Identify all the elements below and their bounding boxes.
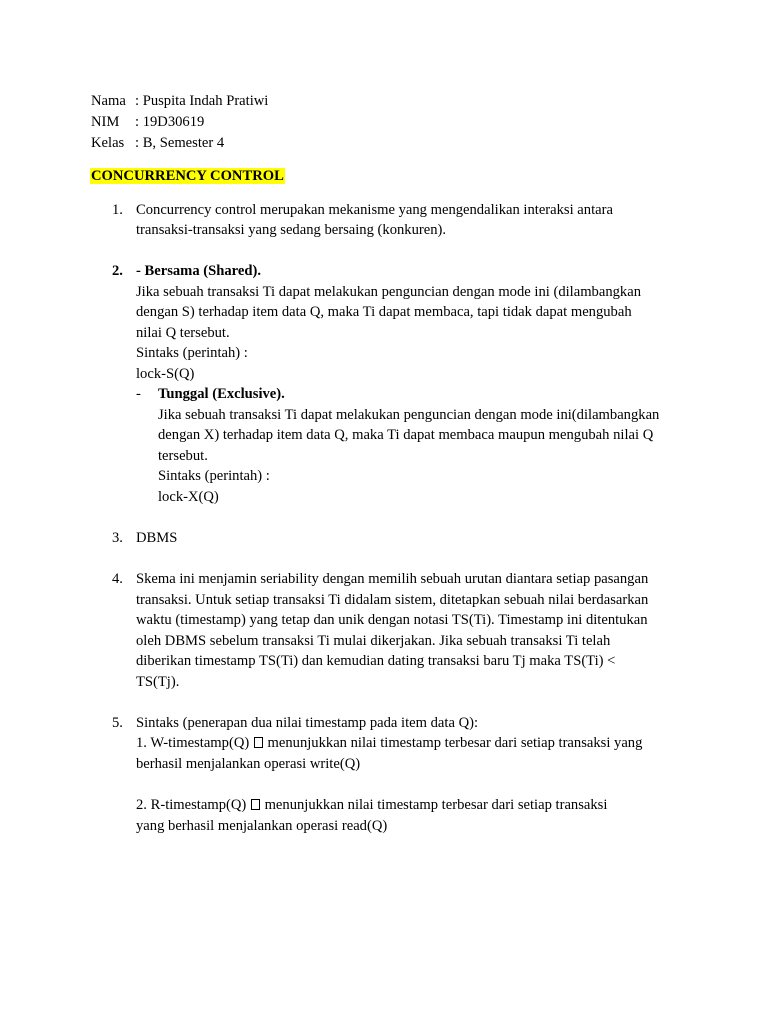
item-3-number: 3. (112, 530, 123, 546)
item-5-number: 5. (112, 715, 123, 731)
item-4-line-5: diberikan timestamp TS(Ti) dan kemudian dating transaksi baru Tj maka TS(Ti) < (136, 653, 616, 669)
w-timestamp-desc: menunjukkan nilai timestamp terbesar dari setiap transaksi yang (267, 735, 643, 751)
exclusive-line-4: Sintaks (perintah) : (158, 468, 270, 484)
item-4-number: 4. (112, 571, 123, 587)
exclusive-line-1: Jika sebuah transaksi Ti dapat melakukan penguncian dengan mode ini(dilambangkan (158, 407, 660, 423)
w-timestamp-label: 1. W-timestamp(Q) (136, 735, 250, 751)
document-title (90, 166, 285, 186)
item-2-number: 2. (112, 263, 123, 279)
shared-line-5: lock-S(Q) (136, 366, 195, 382)
shared-line-2: dengan S) terhadap item data Q, maka Ti dapat membaca, tapi tidak dapat mengubah (136, 304, 632, 320)
nama-row (91, 91, 268, 111)
shared-line-4: Sintaks (perintah) : (136, 345, 248, 361)
kelas-label: Kelas (91, 135, 125, 151)
title-text: CONCURRENCY CONTROL (91, 168, 284, 184)
missing-glyph-box-icon (251, 799, 260, 810)
item-5-intro: Sintaks (penerapan dua nilai timestamp pada item data Q): (136, 715, 479, 731)
w-timestamp-line (136, 733, 642, 753)
exclusive-line-3: tersebut. (158, 448, 208, 464)
item-4-line-2: transaksi. Untuk setiap transaksi Ti didalam sistem, ditetapkan sebuah nilai berdasarkan (136, 592, 649, 608)
item-1-line-1: Concurrency control merupakan mekanisme yang mengendalikan interaksi antara (136, 202, 613, 218)
item-4-line-4: oleh DBMS sebelum transaksi Ti mulai dikerjakan. Jika sebuah transaksi Ti telah (136, 633, 611, 649)
item-4-line-1: Skema ini menjamin seriability dengan memilih sebuah urutan diantara setiap pasangan (136, 571, 649, 587)
nama-value: : Puspita Indah Pratiwi (135, 93, 269, 109)
kelas-row (91, 133, 224, 153)
exclusive-line-5: lock-X(Q) (158, 489, 219, 505)
item-1-line-2: transaksi-transaksi yang sedang bersaing (konkuren). (136, 222, 447, 238)
nim-label: NIM (91, 114, 120, 130)
shared-line-3: nilai Q tersebut. (136, 325, 230, 341)
item-4-line-6: TS(Tj). (136, 674, 180, 690)
exclusive-heading: Tunggal (Exclusive). (158, 386, 285, 402)
w-timestamp-line-2: berhasil menjalankan operasi write(Q) (136, 756, 361, 772)
exclusive-dash: - (136, 386, 141, 402)
nim-row (91, 112, 204, 132)
nim-value: : 19D30619 (135, 114, 205, 130)
shared-heading: - Bersama (Shared). (136, 263, 261, 279)
item-1-number: 1. (112, 202, 123, 218)
nama-label: Nama (91, 93, 126, 109)
item-4-line-3: waktu (timestamp) yang tetap dan unik dengan notasi TS(Ti). Timestamp ini ditentukan (136, 612, 648, 628)
item-3-text: DBMS (136, 530, 178, 546)
r-timestamp-line (136, 795, 607, 815)
missing-glyph-box-icon (254, 737, 263, 748)
shared-line-1: Jika sebuah transaksi Ti dapat melakukan penguncian dengan mode ini (dilambangkan (136, 284, 641, 300)
r-timestamp-line-2: yang berhasil menjalankan operasi read(Q) (136, 818, 388, 834)
exclusive-line-2: dengan X) terhadap item data Q, maka Ti dapat membaca maupun mengubah nilai Q (158, 427, 654, 443)
kelas-value: : B, Semester 4 (135, 135, 225, 151)
r-timestamp-desc: menunjukkan nilai timestamp terbesar dari setiap transaksi (264, 797, 608, 813)
r-timestamp-label: 2. R-timestamp(Q) (136, 797, 247, 813)
